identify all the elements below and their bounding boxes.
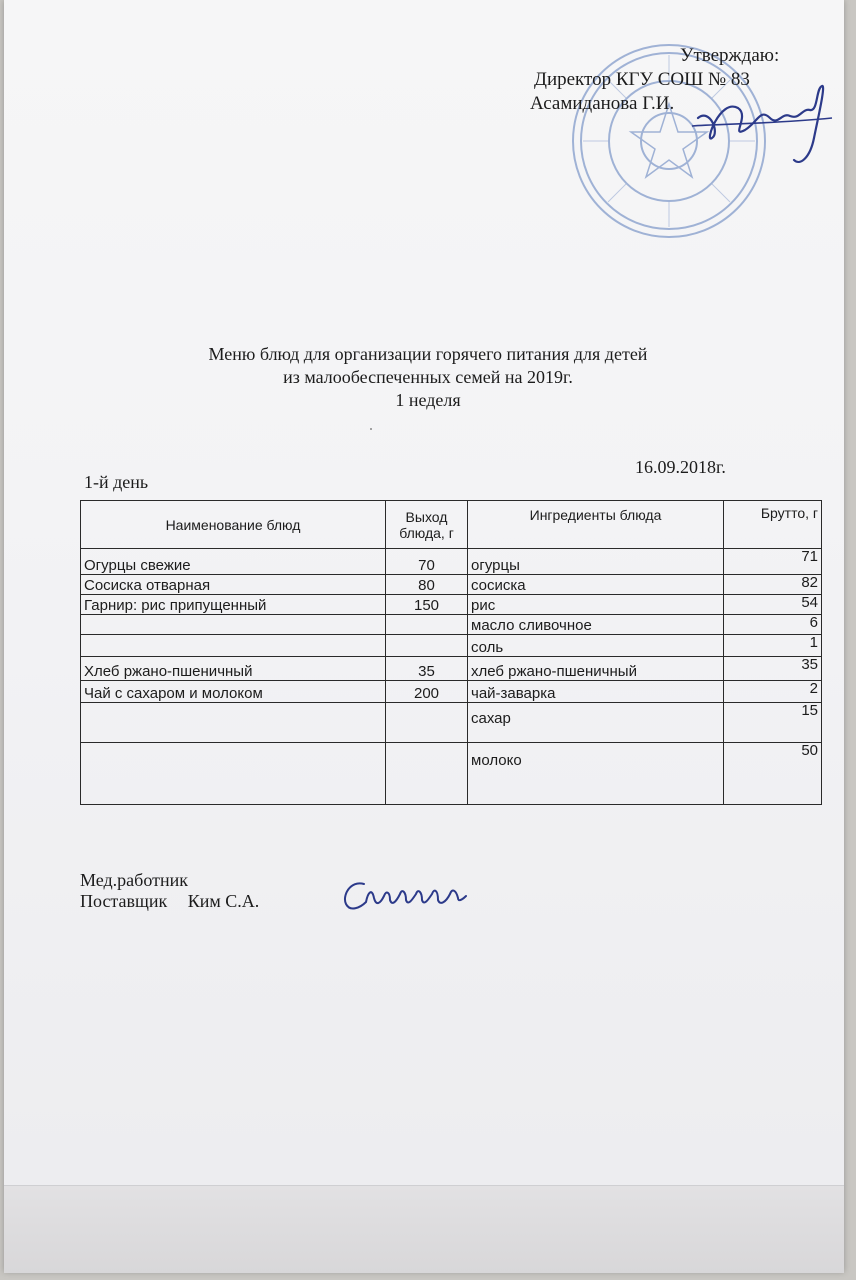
yield-cell — [386, 743, 468, 805]
director-position: Директор КГУ СОШ № 83 — [534, 69, 750, 90]
yield-cell: 200 — [386, 681, 468, 703]
med-worker-label: Мед.работник — [80, 870, 188, 890]
menu-table — [80, 500, 822, 805]
ingredient-cell: сосиска — [468, 575, 724, 595]
table-row — [81, 703, 822, 743]
ingredient-cell: масло сливочное — [468, 615, 724, 635]
gross-cell: 35 — [724, 657, 822, 681]
table-row — [81, 595, 822, 615]
ingredient-cell: сахар — [468, 703, 724, 743]
title-line-1: Меню блюд для организации горячего питания для детей — [208, 344, 648, 364]
gross-cell: 82 — [724, 575, 822, 595]
table-row — [81, 743, 822, 805]
table-row — [81, 575, 822, 595]
yield-cell: 70 — [386, 549, 468, 575]
table-row — [81, 615, 822, 635]
menu-date: 16.09.2018г. — [635, 457, 726, 477]
day-label: 1-й день — [84, 472, 149, 492]
ink-dot — [370, 428, 372, 430]
table-row — [81, 635, 822, 657]
gross-cell: 71 — [724, 549, 822, 575]
supplier-signature — [338, 874, 468, 916]
dish-cell: Гарнир: рис припущенный — [81, 595, 386, 615]
ingredient-cell: рис — [468, 595, 724, 615]
yield-cell: 35 — [386, 657, 468, 681]
footer-block — [80, 870, 259, 912]
supplier-name: Ким С.А. — [187, 891, 260, 911]
supplier-line — [80, 891, 259, 912]
menu-title — [0, 343, 856, 412]
gross-cell: 54 — [724, 595, 822, 615]
yield-cell — [386, 703, 468, 743]
ingredient-cell: чай-заварка — [468, 681, 724, 703]
header-dish: Наименование блюд — [81, 501, 386, 549]
table-header-row — [81, 501, 822, 549]
dish-cell: Огурцы свежие — [81, 549, 386, 575]
dish-cell: Хлеб ржано-пшеничный — [81, 657, 386, 681]
yield-cell — [386, 615, 468, 635]
director-name: Асамиданова Г.И. — [530, 93, 675, 114]
yield-cell: 80 — [386, 575, 468, 595]
dish-cell: Чай с сахаром и молоком — [81, 681, 386, 703]
dish-cell — [81, 615, 386, 635]
dish-cell: Сосиска отварная — [81, 575, 386, 595]
table-row — [81, 549, 822, 575]
gross-cell: 50 — [724, 743, 822, 805]
page-fold — [4, 1185, 844, 1273]
director-signature — [690, 78, 840, 168]
yield-cell: 150 — [386, 595, 468, 615]
dish-cell — [81, 703, 386, 743]
ingredient-cell: соль — [468, 635, 724, 657]
title-line-3: 1 неделя — [395, 390, 461, 410]
header-yield: Выход блюда, г — [386, 501, 468, 549]
supplier-label: Поставщик — [80, 891, 168, 911]
gross-cell: 15 — [724, 703, 822, 743]
header-gross: Брутто, г — [724, 501, 822, 549]
dish-cell — [81, 743, 386, 805]
table-row — [81, 657, 822, 681]
gross-cell: 6 — [724, 615, 822, 635]
title-line-2: из малообеспеченных семей на 2019г. — [283, 367, 573, 387]
gross-cell: 2 — [724, 681, 822, 703]
ingredient-cell: хлеб ржано-пшеничный — [468, 657, 724, 681]
header-ingredient: Ингредиенты блюда — [468, 501, 724, 549]
ingredient-cell: огурцы — [468, 549, 724, 575]
approve-label: Утверждаю: — [680, 45, 780, 66]
yield-cell — [386, 635, 468, 657]
gross-cell: 1 — [724, 635, 822, 657]
ingredient-cell: молоко — [468, 743, 724, 805]
dish-cell — [81, 635, 386, 657]
table-row — [81, 681, 822, 703]
